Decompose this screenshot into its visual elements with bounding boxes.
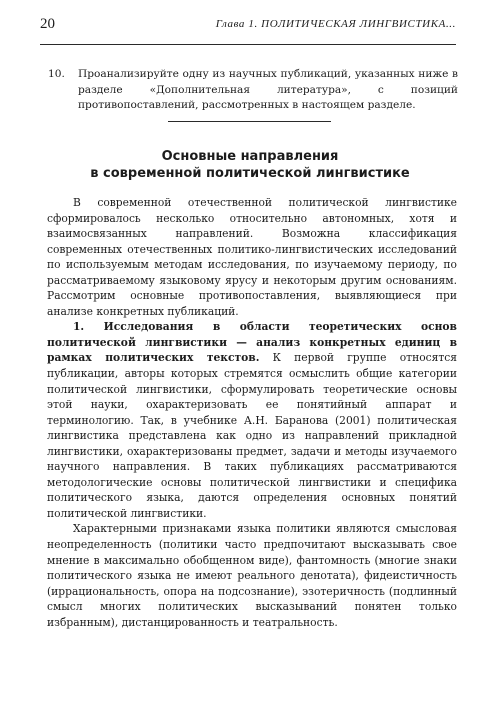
paragraph-intro: В современной отечественной политической лингвистике сформировалось несколько относительно автономных, хотя и взаимосвязанных направлений. Возможна классификация современных отечественных политико-лингвистических исследований по используемым методам исследования, по изучаемому периоду, по рассматриваемому языковому ярусу и некоторым другим основаниям. Рассмотрим основные противопоставления, выявляющиеся при анализе конкретных публикаций. bbox=[47, 196, 457, 318]
section-divider bbox=[168, 121, 331, 122]
page-number: 20 bbox=[40, 16, 55, 32]
task-number: 10. bbox=[48, 68, 65, 80]
task-text: Проанализируйте одну из научных публикаций, указанных ниже в разделе «Дополнительная литература», с позиций противопоставлений, рассмотренных в настоящем разделе. bbox=[78, 68, 458, 112]
paragraph-features: Характерными признаками языка политики являются смысловая неопределенность (политики часто предпочитают высказывать свое мнение в максимально обобщенном виде), фантомность (многие знаки политического языка не имеют реального денотата), фидеистичность (иррациональность, опора на подсознание), эзотеричность (подлинный смысл многих политических высказываний понятен только избранным), дистанцированность и театральность. bbox=[47, 522, 457, 629]
section-heading bbox=[40, 148, 460, 182]
running-title: Глава 1. ПОЛИТИЧЕСКАЯ ЛИНГВИСТИКА... bbox=[215, 18, 456, 30]
task-item bbox=[48, 67, 458, 114]
section-body bbox=[47, 195, 457, 630]
section-heading-line1: Основные направления bbox=[161, 149, 339, 164]
paragraph-theory-text: К первой группе относятся публикации, авторы которых стремятся осмыслить общие категории политической лингвистики, сформулировать теоретические основы этой науки, охарактеризовать ее понятийный аппарат и терминологию. Так, в учебнике А.Н. Баранова (2001) политическая лингвистика представлена как одно из направлений прикладной лингвистики, охарактеризованы предмет, задачи и методы изучаемого научного направления. В таких публикациях рассматриваются методологические основы политической лингвистики и специфика политического языка, даются определения основных понятий политической лингвистики. bbox=[47, 351, 457, 520]
header-rule bbox=[40, 44, 456, 45]
paragraph-theory-lead: 1. Исследования в области теоретических основ политической лингвистики — анализ конкретных единиц в рамках политических текстов. bbox=[47, 320, 457, 365]
paragraph-theory bbox=[47, 319, 457, 521]
section-heading-line2: в современной политической лингвистике bbox=[90, 166, 410, 181]
